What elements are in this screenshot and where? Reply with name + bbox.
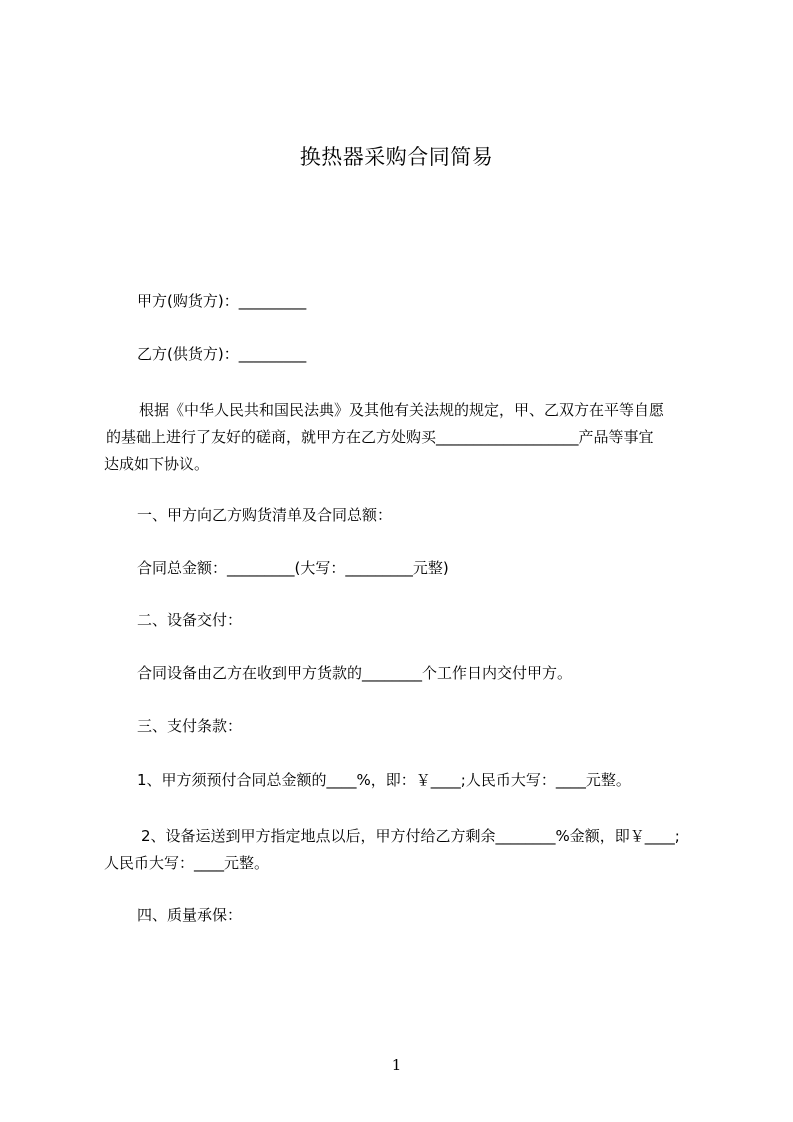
intro-paragraph-line-2: 的基础上进行了友好的磋商，就甲方在乙方处购买___________________产品等事宜 bbox=[106, 428, 654, 446]
page-number: 1 bbox=[391, 1056, 402, 1074]
delivery-clause: 合同设备由乙方在收到甲方货款的________个工作日内交付甲方。 bbox=[137, 664, 573, 682]
document-title: 换热器采购合同简易 bbox=[299, 145, 494, 169]
party-a-line: 甲方(购货方)：_________ bbox=[137, 292, 307, 310]
section-3-heading: 三、支付条款： bbox=[137, 717, 243, 735]
party-b-line: 乙方(供货方)：_________ bbox=[137, 345, 307, 363]
payment-clause-2-line-2: 人民币大写：____元整。 bbox=[104, 854, 270, 872]
section-2-heading: 二、设备交付： bbox=[137, 611, 243, 629]
total-amount-line: 合同总金额：_________(大写：_________元整) bbox=[137, 559, 449, 577]
intro-paragraph-line-1: 根据《中华人民共和国民法典》及其他有关法规的规定，甲、乙双方在平等自愿 bbox=[139, 401, 665, 419]
intro-paragraph-line-3: 达成如下协议。 bbox=[104, 455, 210, 473]
payment-clause-2-line-1: 2、设备运送到甲方指定地点以后，甲方付给乙方剩余________%金额，即￥____; bbox=[141, 827, 680, 845]
section-4-heading: 四、质量承保： bbox=[137, 906, 243, 924]
payment-clause-1: 1、甲方须预付合同总金额的____%，即：￥____;人民币大写：____元整。 bbox=[137, 771, 631, 789]
section-1-heading: 一、甲方向乙方购货清单及合同总额： bbox=[137, 506, 393, 524]
